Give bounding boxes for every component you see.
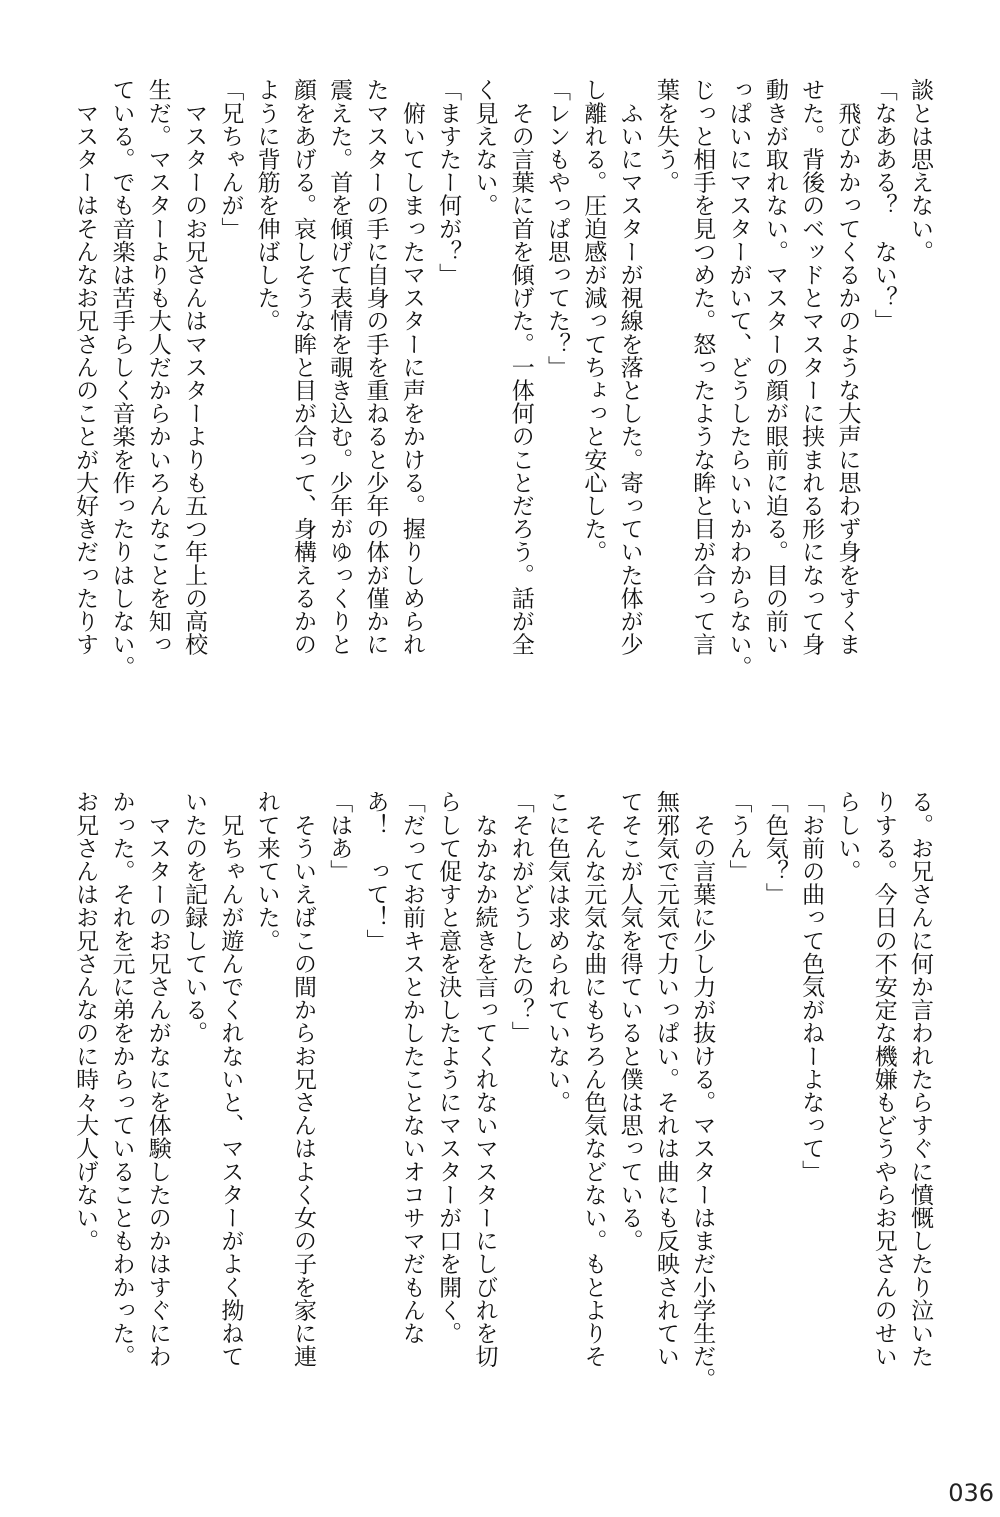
text-line: たマスターの手に自身の手を重ねると少年の体が僅かに — [362, 78, 389, 656]
text-line: その言葉に少し力が抜ける。マスターはまだ小学生だ。 — [689, 790, 716, 1391]
text-line: 談とは思えない。 — [907, 78, 933, 263]
text-line: 兄ちゃんが遊んでくれないと、マスターがよく拗ねて — [217, 790, 244, 1368]
text-line: なかなか続きを言ってくれないマスターにしびれを切 — [471, 790, 498, 1368]
lower-text-block — [58, 790, 938, 1430]
text-line: いたのを記録している。 — [181, 790, 208, 1045]
text-line: マスターはそんなお兄さんのことが大好きだったりす — [72, 78, 99, 656]
text-line: 震えた。首を傾げて表情を覗き込む。少年がゆっくりと — [326, 78, 353, 656]
text-line: 葉を失う。 — [652, 78, 679, 194]
text-line: 生だ。マスターよりも大人だからかいろんなことを知っ — [144, 78, 171, 656]
text-line: 無邪気で元気で力いっぱい。それは曲にも反映されてい — [652, 790, 679, 1368]
text-line: れて来ていた。 — [253, 790, 280, 952]
text-line: せた。背後のベッドとマスターに挟まれる形になって身 — [798, 78, 825, 656]
text-line: そういえばこの間からお兄さんはよく女の子を家に連 — [289, 790, 316, 1368]
text-line: 顔をあげる。哀しそうな眸と目が合って、身構えるかの — [289, 78, 316, 656]
text-line: その言葉に首を傾げた。一体何のことだろう。話が全 — [507, 78, 534, 656]
text-line: かった。それを元に弟をからっていることもわかった。 — [108, 790, 135, 1368]
text-line: っぱいにマスターがいて、どうしたらいいかわからない。 — [725, 78, 752, 679]
text-line: 「お前の曲って色気がねーよなって」 — [798, 790, 825, 1183]
text-line: ている。でも音楽は苦手らしく音楽を作ったりはしない。 — [108, 78, 135, 679]
text-line: こに色気は求められていない。 — [544, 790, 571, 1114]
text-line: ふいにマスターが視線を落とした。寄っていた体が少 — [616, 78, 643, 656]
text-line: そんな元気な曲にもちろん色気などない。もとよりそ — [580, 790, 607, 1368]
text-line: てそこが人気を得ていると僕は思っている。 — [616, 790, 643, 1252]
page-number: 036 — [948, 1479, 994, 1507]
text-line: 「それがどうしたの？」 — [507, 790, 534, 1045]
text-line: 「レンもやっぱ思ってた？」 — [544, 78, 571, 379]
text-line: らして促すと意を決したようにマスターが口を開く。 — [435, 790, 462, 1345]
text-line: 「はあ」 — [326, 790, 353, 883]
text-line: マスターのお兄さんがなにを体験したのかはすぐにわ — [144, 790, 171, 1368]
text-line: 「なあある？ ない？」 — [870, 78, 897, 333]
text-line: 「兄ちゃんが」 — [217, 78, 244, 240]
text-line: 「だってお前キスとかしたことないオコサマだもんな — [398, 790, 425, 1345]
text-line: 「ますたー何が？」 — [435, 78, 462, 286]
text-line: 飛びかかってくるかのような大声に思わず身をすくま — [834, 78, 861, 656]
text-line: る。お兄さんに何か言われたらすぐに憤慨したり泣いた — [907, 790, 933, 1368]
text-line: 動きが取れない。マスターの顔が眼前に迫る。目の前い — [761, 78, 788, 656]
text-line: じっと相手を見つめた。怒ったような眸と目が合って言 — [689, 78, 716, 656]
text-line: ように背筋を伸ばした。 — [253, 78, 280, 333]
text-line: らしい。 — [834, 790, 861, 883]
text-line: お兄さんはお兄さんなのに時々大人げない。 — [72, 790, 99, 1252]
text-line: りする。今日の不安定な機嫌もどうやらお兄さんのせい — [870, 790, 897, 1368]
text-line: あ！ って！」 — [362, 790, 389, 952]
text-line: く見えない。 — [471, 78, 498, 217]
text-line: マスターのお兄さんはマスターよりも五つ年上の高校 — [181, 78, 208, 656]
text-line: 「色気？」 — [761, 790, 788, 906]
text-line: 「うん」 — [725, 790, 752, 883]
text-line: し離れる。圧迫感が減ってちょっと安心した。 — [580, 78, 607, 564]
upper-text-block — [72, 78, 938, 718]
text-line: 俯いてしまったマスターに声をかける。握りしめられ — [398, 78, 425, 656]
